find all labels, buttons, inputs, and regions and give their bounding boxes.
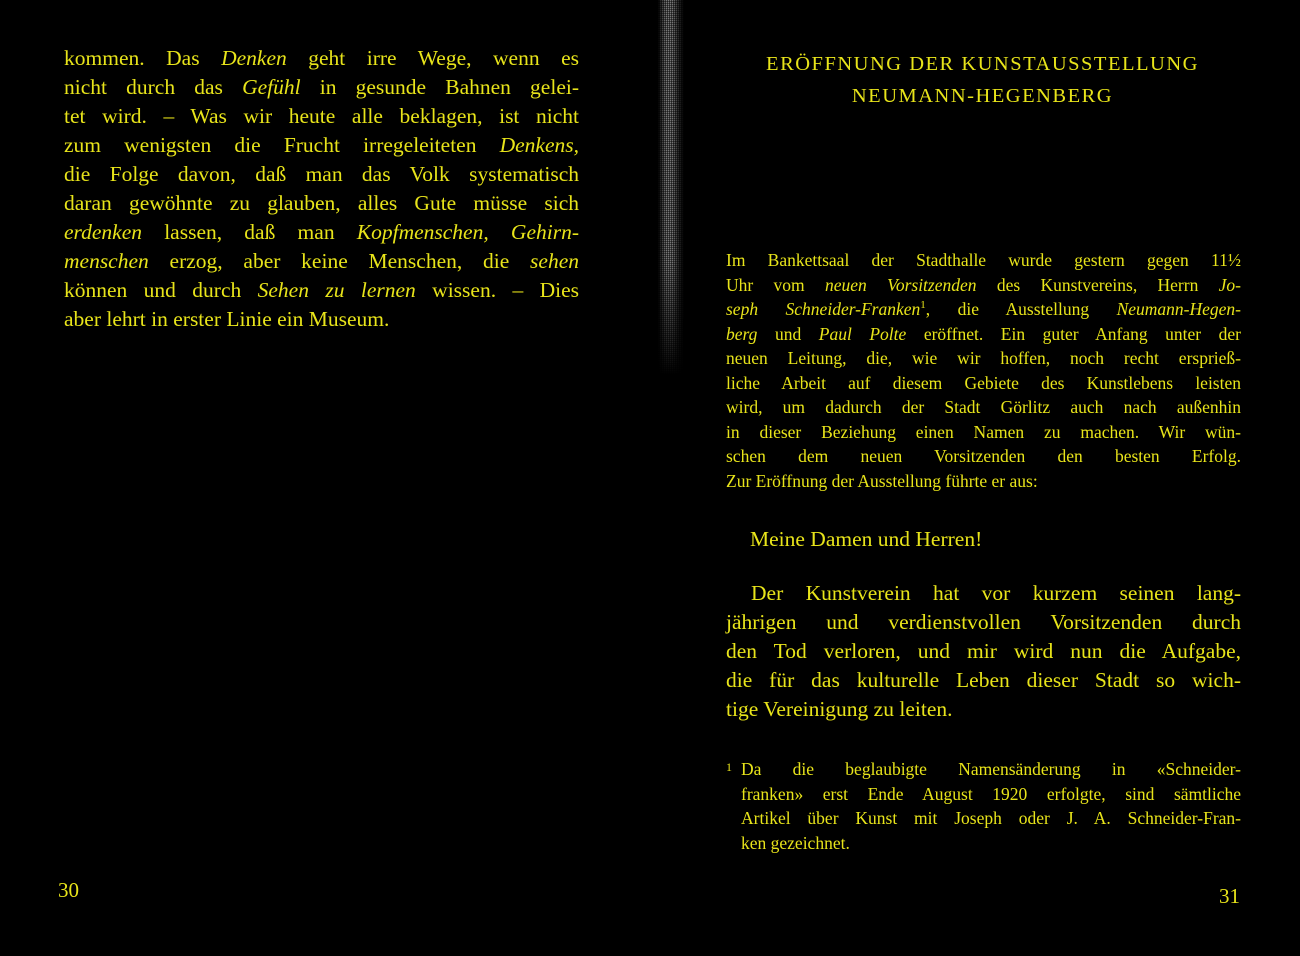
speech-line: Der Kunstverein hat vor kurzem seinen lang- — [751, 581, 1241, 605]
italic-text: Kopfmenschen, Gehirn- — [356, 220, 579, 244]
italic-text: Sehen zu lernen — [257, 278, 416, 302]
intro-line: Zur Eröffnung der Ausstellung führte er aus: — [726, 470, 1038, 491]
italic-text: Neumann-Hegen- — [1116, 299, 1241, 319]
left-body-line: erdenken lassen, daß man Kopfmenschen, Gehirn- — [64, 220, 579, 244]
italic-text: Denken — [221, 46, 287, 70]
speech-line: jährigen und verdienstvollen Vorsitzenden durch — [726, 610, 1241, 634]
intro-line: Im Bankettsaal der Stadthalle wurde gestern gegen 11½ — [726, 250, 1241, 270]
intro-line: in dieser Beziehung einen Namen zu machen. Wir wün- — [726, 421, 1241, 442]
intro-line: wird, um dadurch der Stadt Görlitz auch nach außenhin — [726, 397, 1241, 417]
italic-text: neuen Vorsitzenden — [824, 274, 977, 295]
italic-text: berg — [726, 323, 758, 344]
footnote — [726, 757, 1241, 855]
intro-line: neuen Leitung, die, wie wir hoffen, noch recht ersprieß- — [726, 348, 1241, 368]
footnote-line: franken» erst Ende August 1920 erfolgte, sind sämtliche — [741, 783, 1241, 804]
left-body-line: tet wird. – Was wir heute alle beklagen, ist nicht — [64, 104, 579, 128]
heading-line-2: NEUMANN-HEGENBERG — [851, 85, 1114, 107]
intro-line: seph Schneider-Franken$^1$, die Ausstellung Neumann-Hegen- — [726, 299, 1241, 319]
footnote-line: ken gezeichnet. — [741, 832, 850, 853]
left-body-line: zum wenigsten die Frucht irregeleiteten Denkens, — [64, 133, 579, 157]
intro-line: schen dem neuen Vorsitzenden den besten Erfolg. — [726, 446, 1241, 466]
italic-text: Paul Polte — [818, 323, 907, 344]
italic-text: sehen — [530, 249, 579, 273]
italic-text: menschen — [64, 249, 149, 273]
italic-text: Jo- — [1218, 274, 1242, 295]
footnote-text — [726, 757, 1241, 855]
italic-text: seph Schneider-Franken — [726, 299, 921, 319]
left-body-line: die Folge davon, daß man das Volk systematisch — [64, 162, 579, 186]
intro-line: Uhr vom neuen Vorsitzenden des Kunstvereins, Herrn Jo- — [726, 274, 1242, 295]
intro-line: liche Arbeit auf diesem Gebiete des Kunstlebens leisten — [726, 372, 1241, 393]
page-number-right: 31 — [1219, 884, 1240, 908]
footnote-line: Artikel über Kunst mit Joseph oder J. A. Schneider-Fran- — [741, 808, 1241, 828]
left-body-line: aber lehrt in erster Linie ein Museum. — [64, 307, 390, 331]
left-body-line: nicht durch das Gefühl in gesunde Bahnen gelei- — [64, 75, 579, 99]
speech-line: tige Vereinigung zu leiten. — [726, 697, 953, 721]
speech-line: die für das kulturelle Leben dieser Stadt so wich- — [726, 668, 1241, 692]
article-heading — [725, 48, 1240, 112]
speech-salutation: Meine Damen und Herren! — [750, 527, 983, 551]
left-body-line: können und durch Sehen zu lernen wissen. – Dies — [64, 278, 579, 302]
footnote-reference: 1 — [920, 299, 926, 312]
speech-line: den Tod verloren, und mir wird nun die Aufgabe, — [726, 639, 1241, 663]
heading-line-1: ERÖFFNUNG DER KUNSTAUSSTELLUNG — [766, 53, 1199, 75]
italic-text: Gefühl — [242, 75, 301, 99]
footnote-mark: 1 — [726, 760, 732, 774]
speech-paragraph — [726, 579, 1241, 724]
page-number-left: 30 — [58, 878, 79, 902]
italic-text: Denkens, — [499, 133, 579, 157]
left-page-body-text — [64, 44, 579, 334]
intro-line: berg und Paul Polte eröffnet. Ein guter Anfang unter der — [726, 323, 1242, 344]
intro-paragraph — [726, 248, 1241, 493]
left-body-line: daran gewöhnte zu glauben, alles Gute müsse sich — [64, 191, 579, 215]
left-body-line: menschen erzog, aber keine Menschen, die sehen — [64, 249, 579, 273]
footnote-line: Da die beglaubigte Namensänderung in «Schneider- — [741, 759, 1241, 779]
left-body-line: kommen. Das Denken geht irre Wege, wenn es — [64, 46, 579, 70]
italic-text: erdenken — [64, 220, 142, 244]
